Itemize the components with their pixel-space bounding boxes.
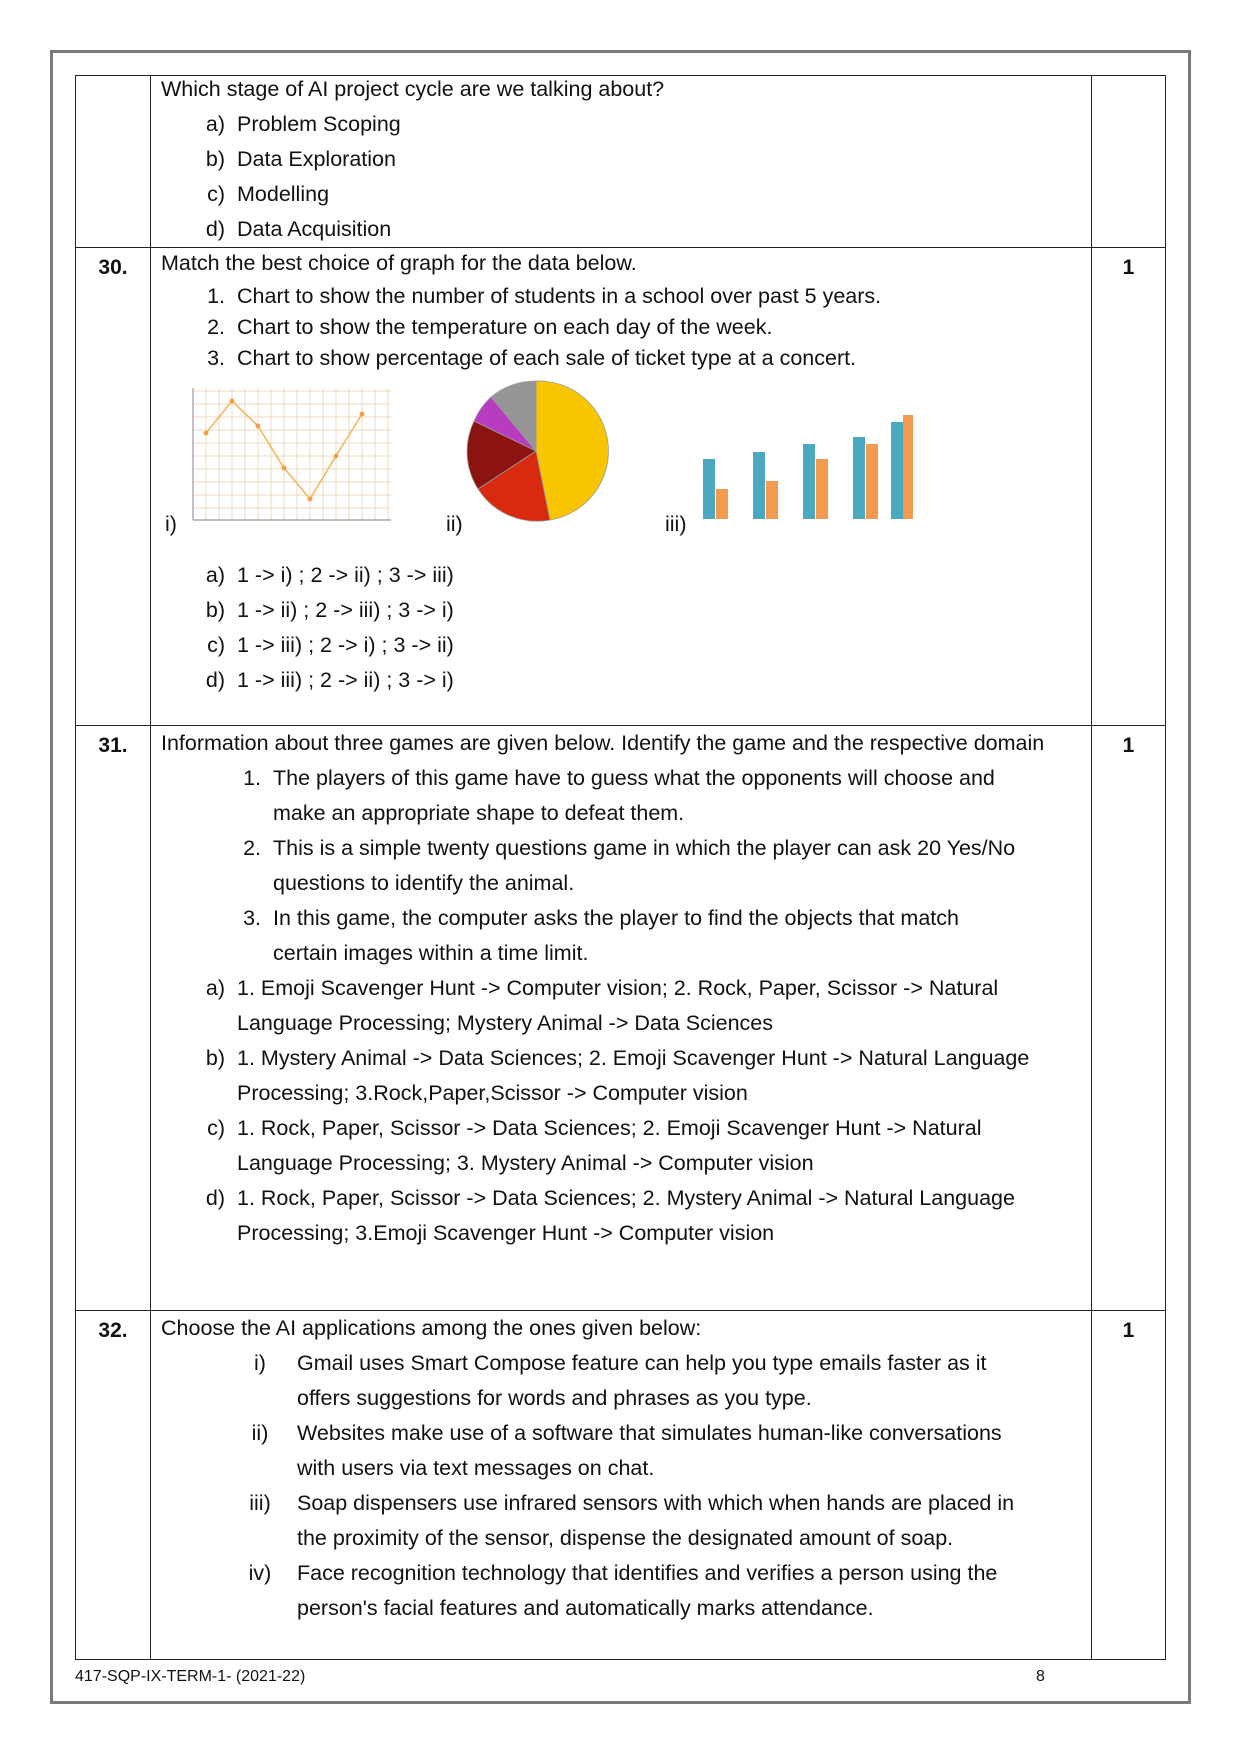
question-row-29 — [76, 76, 1166, 248]
line-graph-grid — [193, 388, 391, 520]
bar-orange-3 — [816, 459, 828, 519]
graph-label-i: i) — [165, 512, 177, 536]
bar-orange-4 — [866, 444, 878, 519]
question-31-stem: Information about three games are given below. Identify the game and the respective domain — [161, 731, 1045, 755]
graph-label-ii: ii) — [446, 512, 463, 536]
bar-orange-1 — [716, 489, 728, 519]
pie-slice-yellow — [536, 381, 608, 520]
pie-chart-figure — [461, 376, 611, 526]
bar-chart-figure — [693, 394, 913, 524]
footer-paper-code: 417-SQP-IX-TERM-1- (2021-22) — [75, 1668, 306, 1685]
bar-blue-3 — [803, 444, 815, 519]
question-number: 30. — [76, 248, 151, 726]
question-row-32 — [76, 1311, 1166, 1660]
marks-cell — [1092, 76, 1166, 248]
question-30-option-a: a) 1 -> i) ; 2 -> ii) ; 3 -> iii) — [205, 563, 454, 587]
question-29-option-a: a) Problem Scoping — [205, 112, 401, 136]
question-32-items — [161, 1346, 1079, 1626]
question-32-marks: 1 — [1092, 1311, 1166, 1660]
question-30-option-b: b) 1 -> ii) ; 2 -> iii) ; 3 -> i) — [205, 598, 454, 622]
question-31-option-c: c) 1. Rock, Paper, Scissor -> Data Sciences; 2. Emoji Scavenger Hunt -> Natural Language Processing; 3. Mystery Animal -> Computer vision — [207, 1116, 982, 1175]
question-30-option-c: c) 1 -> iii) ; 2 -> i) ; 3 -> ii) — [207, 633, 454, 657]
line-graph-figure — [183, 386, 393, 524]
bar-blue-1 — [703, 459, 715, 519]
question-30-option-d: d) 1 -> iii) ; 2 -> ii) ; 3 -> i) — [205, 668, 454, 692]
question-29-option-d: d) Data Acquisition — [205, 217, 392, 241]
question-30-item-3: 3. Chart to show percentage of each sale of ticket type at a concert. — [207, 346, 857, 370]
bar-orange-5 — [903, 415, 913, 519]
question-row-31 — [76, 726, 1166, 1311]
question-32-item-iv: iv) Face recognition technology that identifies and verifies a person using the person's facial features and automatically marks attendance. — [248, 1561, 998, 1620]
question-29-content — [151, 76, 1092, 248]
question-31-option-a: a) 1. Emoji Scavenger Hunt -> Computer vision; 2. Rock, Paper, Scissor -> Natural Language Processing; Mystery Animal -> Data Sciences — [205, 976, 999, 1035]
question-31-item-2: 2. This is a simple twenty questions game in which the player can ask 20 Yes/No questions to identify the animal. — [243, 836, 1016, 895]
footer-page-number: 8 — [1036, 1668, 1045, 1685]
question-32-content — [151, 1311, 1092, 1660]
graph-options-row — [161, 374, 1079, 552]
question-row-30 — [76, 248, 1166, 726]
question-32-item-i: i) Gmail uses Smart Compose feature can help you type emails faster as it offers suggestions for words and phrases as you type. — [254, 1351, 987, 1410]
question-30-marks: 1 — [1092, 248, 1166, 726]
question-31-item-1: 1. The players of this game have to guess what the opponents will choose and make an appropriate shape to defeat them. — [243, 766, 995, 825]
graph-label-iii: iii) — [665, 512, 687, 536]
question-31-option-b: b) 1. Mystery Animal -> Data Sciences; 2. Emoji Scavenger Hunt -> Natural Language Processing; 3.Rock,Paper,Scissor -> Computer vision — [205, 1046, 1030, 1105]
bar-blue-4 — [853, 437, 865, 519]
question-31-marks: 1 — [1092, 726, 1166, 1311]
question-29-stem: Which stage of AI project cycle are we talking about? — [161, 77, 665, 101]
question-30-content — [151, 248, 1092, 726]
question-30-stem: Match the best choice of graph for the data below. — [161, 251, 637, 275]
question-number-cell — [76, 76, 151, 248]
question-31-option-d: d) 1. Rock, Paper, Scissor -> Data Sciences; 2. Mystery Animal -> Natural Language Processing; 3.Emoji Scavenger Hunt -> Computer vision — [205, 1186, 1015, 1245]
bar-orange-2 — [766, 481, 778, 519]
bar-blue-5 — [891, 422, 903, 519]
question-number: 31. — [76, 726, 151, 1311]
question-number: 32. — [76, 1311, 151, 1660]
bar-chart-bars — [703, 415, 913, 519]
question-table — [75, 75, 1166, 1660]
question-32-stem: Choose the AI applications among the ones given below: — [161, 1316, 702, 1340]
question-29-option-c: c) Modelling — [207, 182, 330, 206]
question-31-content — [151, 726, 1092, 1311]
question-30-item-2: 2. Chart to show the temperature on each day of the week. — [207, 315, 773, 339]
bar-blue-2 — [753, 452, 765, 519]
question-31-item-3: 3. In this game, the computer asks the player to find the objects that match certain images within a time limit. — [243, 906, 959, 965]
question-32-item-ii: ii) Websites make use of a software that simulates human-like conversations with users via text messages on chat. — [251, 1421, 1002, 1480]
question-32-item-iii: iii) Soap dispensers use infrared sensors with which when hands are placed in the proximity of the sensor, dispense the designated amount of soap. — [249, 1491, 1015, 1550]
question-31-items — [161, 761, 1079, 971]
question-29-option-b: b) Data Exploration — [205, 147, 396, 171]
question-30-item-1: 1. Chart to show the number of students in a school over past 5 years. — [207, 284, 882, 308]
